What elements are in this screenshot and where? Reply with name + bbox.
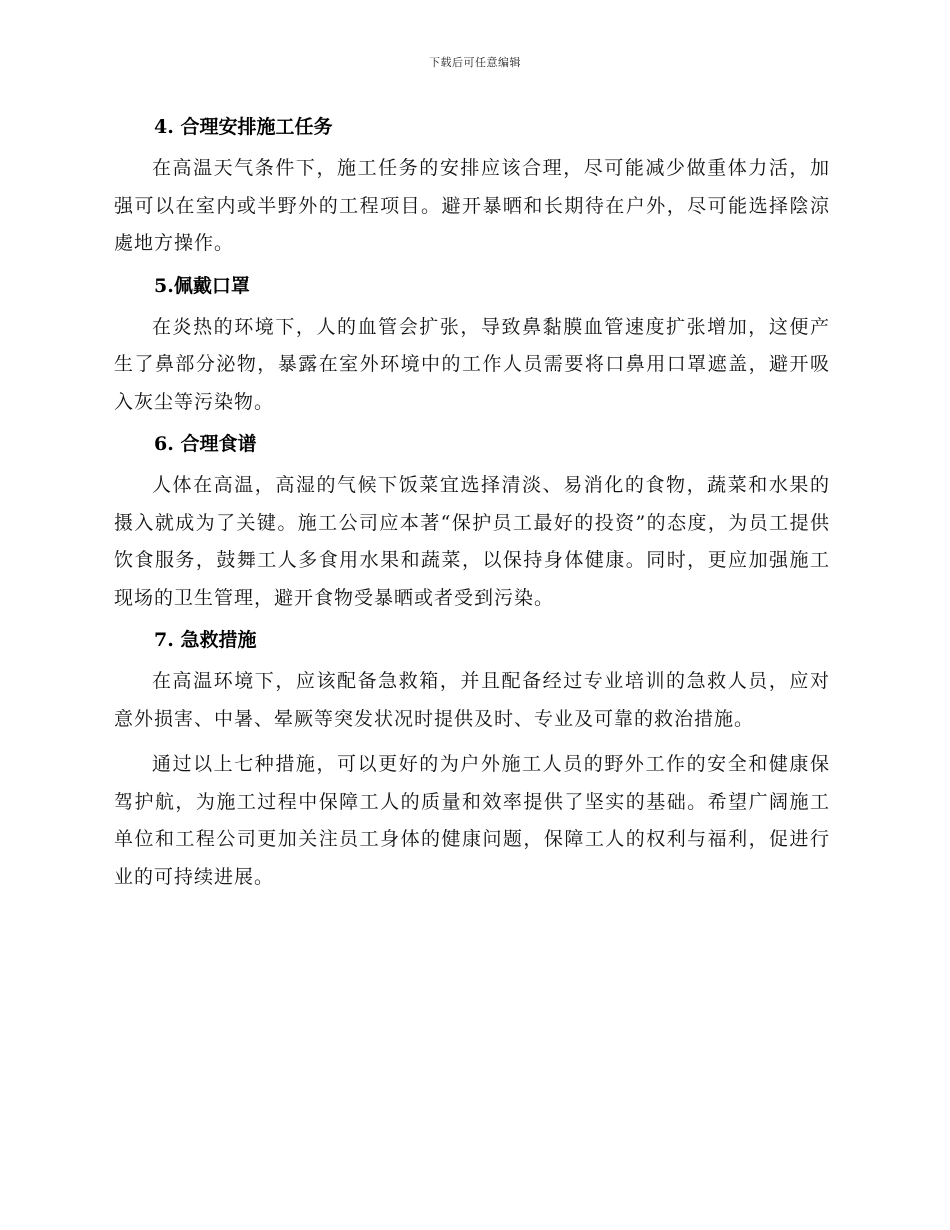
section-4 [114, 112, 830, 263]
section-7 [114, 625, 830, 738]
section-paragraph: 在炎热的环境下，人的血管会扩张，导致鼻黏膜血管速度扩张增加，这便产生了鼻部分泌物，暴露在室外环境中的工作人员需要将口鼻用口罩遮盖，避开吸入灰尘等污染物。 [114, 315, 830, 413]
document-body [114, 112, 830, 904]
section-5 [114, 271, 830, 422]
page-header-note: 下载后可任意编辑 [429, 56, 521, 69]
section-heading: 6. 合理食谱 [154, 433, 257, 455]
section-heading: 5.佩戴口罩 [154, 274, 250, 297]
section-paragraph: 人体在高温，高湿的气候下饭菜宜选择清淡、易消化的食物，蔬菜和水果的摄入就成为了关键。施工公司应本著“保护员工最好的投资”的态度，为员工提供饮食服务，鼓舞工人多食用水果和蔬菜，以保持身体健康。同时，更应加强施工现场的卫生管理，避开食物受暴晒或者受到污染。 [114, 474, 830, 609]
conclusion-paragraph: 通过以上七种措施，可以更好的为户外施工人员的野外工作的安全和健康保驾护航，为施工过程中保障工人的质量和效率提供了坚实的基础。希望广阔施工单位和工程公司更加关注员工身体的健康问题，保障工人的权利与福利，促进行业的可持续进展。 [114, 753, 830, 888]
section-paragraph: 在高温天气条件下，施工任务的安排应该合理，尽可能减少做重体力活，加强可以在室内或半野外的工程项目。避开暴晒和长期待在户外，尽可能选择陰涼處地方操作。 [114, 157, 830, 254]
section-heading: 7. 急救措施 [154, 629, 257, 651]
section-paragraph: 在高温环境下，应该配备急救箱，并且配备经过专业培训的急救人员，应对意外损害、中暑、晕厥等突发状况时提供及时、专业及可靠的救治措施。 [114, 670, 830, 730]
section-heading: 4. 合理安排施工任务 [154, 116, 333, 138]
section-6 [114, 429, 830, 617]
